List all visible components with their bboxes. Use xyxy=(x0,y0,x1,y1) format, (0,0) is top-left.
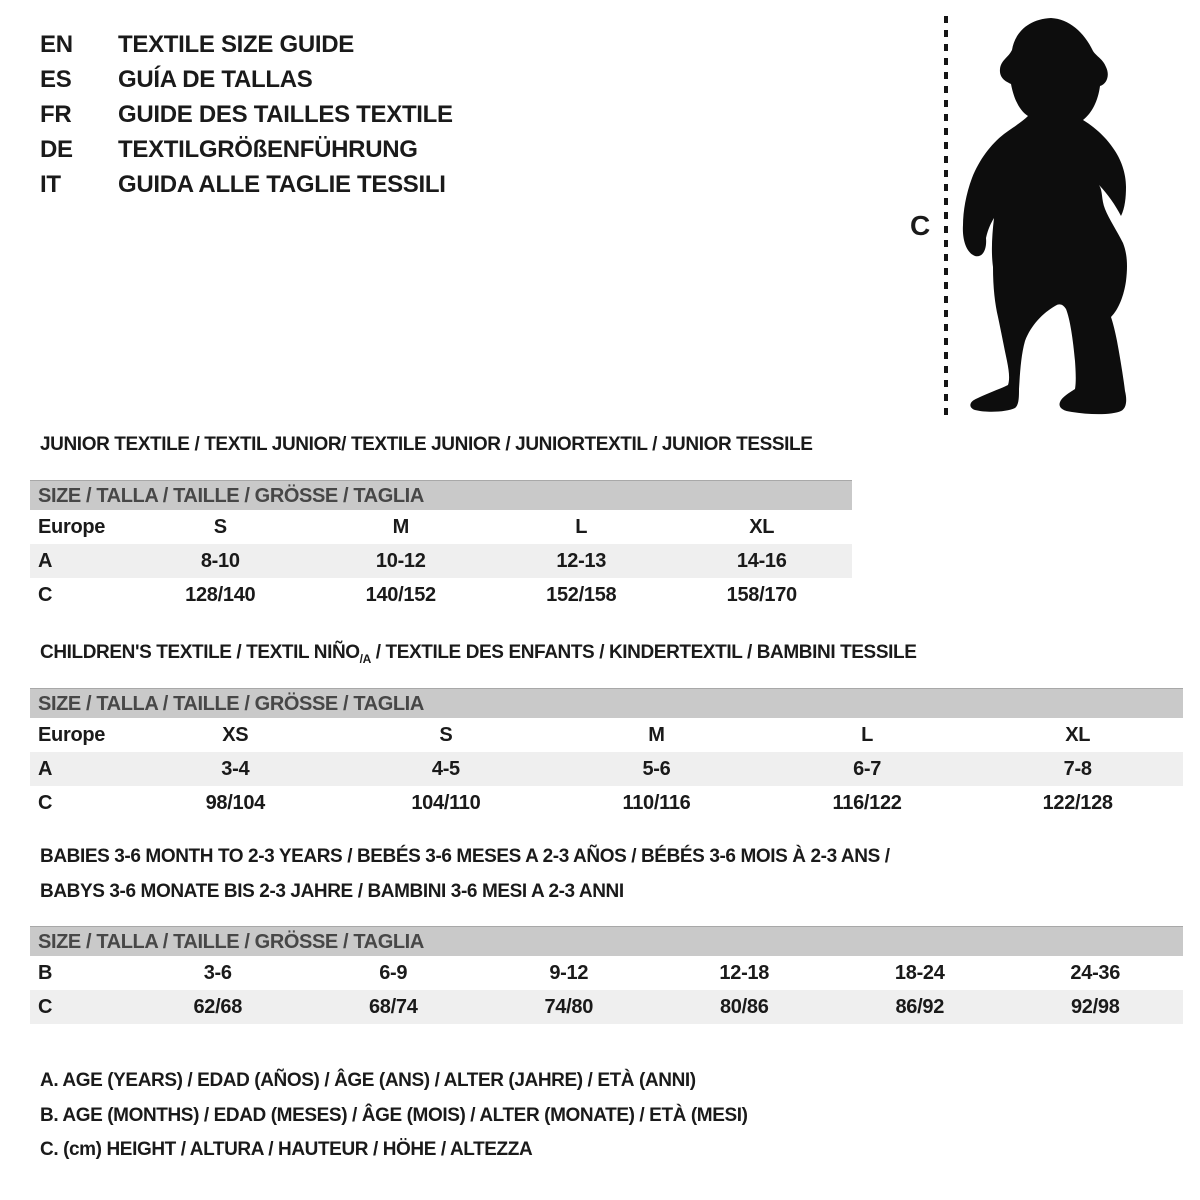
table-cell: 3-6 xyxy=(203,962,232,984)
table-cell: 86/92 xyxy=(895,996,945,1018)
row-label: C xyxy=(38,996,53,1018)
table-cell: M xyxy=(392,516,409,538)
table-cell: 110/116 xyxy=(622,792,691,814)
language-code: IT xyxy=(40,171,61,198)
language-row-fr xyxy=(40,97,453,132)
babies-section-title-line1: BABIES 3-6 MONTH TO 2-3 YEARS / BEBÉS 3-6 MESES A 2-3 AÑOS / BÉBÉS 3-6 MOIS À 2-3 ANS / xyxy=(40,846,890,867)
table-cell: 9-12 xyxy=(549,962,589,984)
size-header-band: SIZE / TALLA / TAILLE / GRÖSSE / TAGLIA xyxy=(30,926,1183,956)
language-row-de xyxy=(40,132,453,167)
table-cell: 18-24 xyxy=(894,962,945,984)
table-cell: 4-5 xyxy=(431,758,460,780)
height-measure-label: C xyxy=(910,210,931,241)
table-row-europe xyxy=(30,510,852,544)
table-cell: 62/68 xyxy=(193,996,243,1018)
row-label: A xyxy=(38,550,53,572)
table-row-height xyxy=(30,786,1183,820)
table-cell: XL xyxy=(1065,724,1091,746)
language-code: FR xyxy=(40,101,72,128)
table-cell: M xyxy=(648,724,665,746)
toddler-silhouette-icon xyxy=(956,16,1150,422)
table-cell: L xyxy=(861,724,874,746)
language-header xyxy=(40,27,453,202)
language-code: EN xyxy=(40,31,73,58)
table-cell: 10-12 xyxy=(375,550,426,572)
legend-line-b: B. AGE (MONTHS) / EDAD (MESES) / ÂGE (MOIS) / ALTER (MONATE) / ETÀ (MESI) xyxy=(40,1105,748,1126)
language-title: GUIDA ALLE TAGLIE TESSILI xyxy=(118,171,446,198)
babies-size-table xyxy=(30,926,1183,1024)
table-cell: XS xyxy=(222,724,249,746)
table-cell: 74/80 xyxy=(544,996,594,1018)
table-cell: 140/152 xyxy=(365,584,436,606)
table-row-europe xyxy=(30,718,1183,752)
table-row-age-months xyxy=(30,956,1183,990)
table-cell: L xyxy=(575,516,588,538)
row-label: Europe xyxy=(38,516,106,538)
babies-section-title-line2: BABYS 3-6 MONATE BIS 2-3 JAHRE / BAMBINI 3-6 MESI A 2-3 ANNI xyxy=(40,881,624,902)
children-title-main: CHILDREN'S TEXTILE / TEXTIL NIÑO xyxy=(40,642,360,663)
children-title-rest: / TEXTILE DES ENFANTS / KINDERTEXTIL / BAMBINI TESSILE xyxy=(370,642,917,663)
language-code: ES xyxy=(40,66,72,93)
height-measure-dashed-line xyxy=(944,16,948,418)
table-cell: 6-7 xyxy=(853,758,882,780)
language-row-it xyxy=(40,167,453,202)
table-cell: 152/158 xyxy=(546,584,617,606)
table-cell: S xyxy=(439,724,453,746)
table-cell: 98/104 xyxy=(205,792,265,814)
language-code: DE xyxy=(40,136,73,163)
table-cell: 6-9 xyxy=(379,962,408,984)
row-label: Europe xyxy=(38,724,106,746)
legend-line-c: C. (cm) HEIGHT / ALTURA / HAUTEUR / HÖHE / ALTEZZA xyxy=(40,1139,533,1160)
table-row-height xyxy=(30,578,852,612)
table-cell: 14-16 xyxy=(736,550,787,572)
table-cell: 80/86 xyxy=(719,996,769,1018)
table-cell: 12-13 xyxy=(556,550,607,572)
table-cell: 158/170 xyxy=(726,584,797,606)
language-title: GUÍA DE TALLAS xyxy=(118,66,313,93)
language-title: GUIDE DES TAILLES TEXTILE xyxy=(118,101,453,128)
table-row-age xyxy=(30,752,1183,786)
row-label: C xyxy=(38,792,53,814)
row-label: B xyxy=(38,962,53,984)
table-cell: 68/74 xyxy=(368,996,418,1018)
table-cell: 5-6 xyxy=(642,758,671,780)
table-cell: XL xyxy=(749,516,775,538)
junior-section-title: JUNIOR TEXTILE / TEXTIL JUNIOR/ TEXTILE JUNIOR / JUNIORTEXTIL / JUNIOR TESSILE xyxy=(40,434,813,455)
table-cell: 122/128 xyxy=(1042,792,1113,814)
table-cell: 104/110 xyxy=(411,792,481,814)
table-cell: 92/98 xyxy=(1070,996,1120,1018)
language-row-en xyxy=(40,27,453,62)
children-section-title xyxy=(40,641,916,671)
table-cell: 24-36 xyxy=(1070,962,1121,984)
table-cell: 7-8 xyxy=(1063,758,1092,780)
language-row-es xyxy=(40,62,453,97)
size-header-band: SIZE / TALLA / TAILLE / GRÖSSE / TAGLIA xyxy=(30,688,1183,718)
language-title: TEXTILE SIZE GUIDE xyxy=(118,31,354,58)
language-title: TEXTILGRÖßENFÜHRUNG xyxy=(118,136,418,163)
table-cell: 128/140 xyxy=(185,584,256,606)
junior-size-table xyxy=(30,480,852,612)
legend-line-a: A. AGE (YEARS) / EDAD (AÑOS) / ÂGE (ANS) / ALTER (JAHRE) / ETÀ (ANNI) xyxy=(40,1070,696,1091)
children-size-table xyxy=(30,688,1183,820)
table-cell: 12-18 xyxy=(719,962,770,984)
size-header-band: SIZE / TALLA / TAILLE / GRÖSSE / TAGLIA xyxy=(30,480,852,510)
table-cell: 116/122 xyxy=(832,792,902,814)
table-cell: 8-10 xyxy=(200,550,240,572)
table-cell: S xyxy=(213,516,227,538)
table-row-height xyxy=(30,990,1183,1024)
table-row-age xyxy=(30,544,852,578)
row-label: A xyxy=(38,758,53,780)
row-label: C xyxy=(38,584,53,606)
children-title-subscript: /A xyxy=(359,652,371,666)
table-cell: 3-4 xyxy=(221,758,250,780)
